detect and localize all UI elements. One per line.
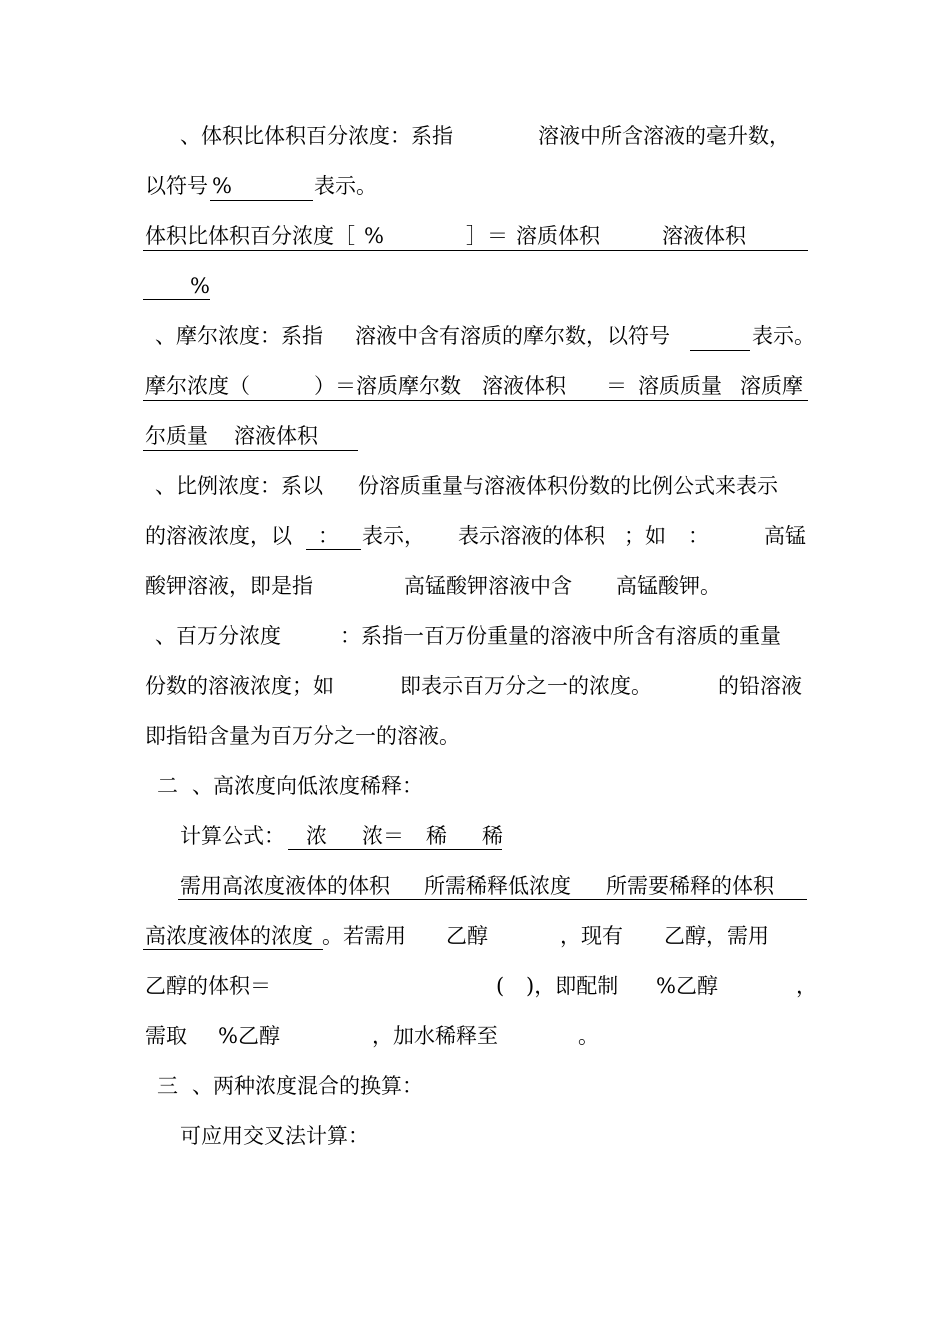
text: ）＝溶质摩尔数 xyxy=(314,374,461,398)
text: 高锰酸钾。 xyxy=(616,574,721,598)
text: 乙醇，需用 xyxy=(664,924,769,948)
formula-underline xyxy=(143,299,210,300)
s5-formula xyxy=(0,816,950,856)
text: 体积比体积百分浓度［ xyxy=(145,224,355,248)
text: 溶液体积 xyxy=(662,224,746,248)
formula-underline xyxy=(143,250,808,251)
section-number: 三 xyxy=(157,1074,178,1098)
text: 。若需用 xyxy=(322,924,406,948)
s6-heading xyxy=(0,1066,950,1106)
s5-ex2 xyxy=(0,966,950,1006)
text: 溶液体积 xyxy=(482,374,566,398)
s5-expl xyxy=(0,866,950,906)
text: ， xyxy=(796,974,817,998)
text: 需用高浓度液体的体积 xyxy=(180,874,390,898)
formula-underline xyxy=(143,450,358,451)
text: 溶液中所含溶液的毫升数， xyxy=(538,124,790,148)
s4-line2 xyxy=(0,666,950,706)
text: ： xyxy=(318,524,339,548)
text: 稀 xyxy=(426,824,447,848)
text: 尔质量 xyxy=(145,424,208,448)
text: 、百万分浓度 xyxy=(155,624,281,648)
text: 所需要稀释的体积 xyxy=(606,874,774,898)
text: 稀 xyxy=(482,824,503,848)
text: 即指铅含量为百万分之一的溶液。 xyxy=(145,724,460,748)
text: 计算公式： xyxy=(180,824,285,848)
text: 所需稀释低浓度 xyxy=(424,874,571,898)
text: 、体积比体积百分浓度：系指 xyxy=(180,124,453,148)
blank-underline xyxy=(210,200,313,201)
text: ，现有 xyxy=(560,924,623,948)
text: 溶液中含有溶质的摩尔数，以符号 xyxy=(355,324,670,348)
s5-ex3 xyxy=(0,1016,950,1056)
text: 摩尔浓度（ xyxy=(145,374,250,398)
text: 份数的溶液浓度；如 xyxy=(145,674,334,698)
text: ，加水稀释至 xyxy=(372,1024,498,1048)
formula-underline xyxy=(288,849,502,850)
blank-underline xyxy=(306,549,361,550)
s3-line3 xyxy=(0,566,950,606)
text: ( xyxy=(496,974,505,998)
text: 表示溶液的体积 xyxy=(458,524,605,548)
s5-ex1 xyxy=(0,916,950,956)
text: 高浓度液体的浓度 xyxy=(145,924,313,948)
text: 乙醇的体积＝ xyxy=(145,974,271,998)
text: % xyxy=(212,174,232,198)
text: % xyxy=(364,224,384,248)
text: 表示。 xyxy=(752,324,815,348)
blank-underline xyxy=(690,350,750,351)
text: 乙醇 xyxy=(446,924,488,948)
text: 以符号 xyxy=(145,174,208,198)
text: %乙醇 xyxy=(218,1024,280,1048)
s3-line1 xyxy=(0,466,950,506)
text: 浓 xyxy=(306,824,327,848)
text: 溶液体积 xyxy=(234,424,318,448)
text: 份溶质重量与溶液体积份数的比例公式来表示 xyxy=(358,474,778,498)
formula-underline xyxy=(178,899,807,900)
text: )，即配制 xyxy=(526,974,619,998)
s1-line2 xyxy=(0,166,950,206)
section-number: 二 xyxy=(157,774,178,798)
s2-line1 xyxy=(0,316,950,356)
text: 的铅溶液 xyxy=(718,674,802,698)
text: ： xyxy=(688,524,709,548)
text: % xyxy=(190,274,210,298)
text: 溶质摩 xyxy=(740,374,803,398)
text: 可应用交叉法计算： xyxy=(180,1124,369,1148)
s4-line1 xyxy=(0,616,950,656)
s3-line2 xyxy=(0,516,950,556)
text: 的溶液浓度，以 xyxy=(145,524,292,548)
text: 浓＝ xyxy=(362,824,404,848)
text: 、比例浓度：系以 xyxy=(155,474,323,498)
text: %乙醇 xyxy=(656,974,718,998)
text: ］＝ xyxy=(466,224,508,248)
formula-underline xyxy=(143,400,808,401)
text: ＝ xyxy=(606,374,627,398)
text: 表示， xyxy=(362,524,425,548)
text: ；如 xyxy=(624,524,666,548)
section-title: 、高浓度向低浓度稀释： xyxy=(192,774,423,798)
text: 溶质质量 xyxy=(638,374,722,398)
s1-line4 xyxy=(0,266,950,306)
formula-underline xyxy=(143,949,323,950)
s4-line3 xyxy=(0,716,950,756)
s1-line1 xyxy=(0,116,950,156)
text: 、摩尔浓度：系指 xyxy=(155,324,323,348)
text: 酸钾溶液，即是指 xyxy=(145,574,313,598)
text: 即表示百万分之一的浓度。 xyxy=(400,674,652,698)
text: 高锰酸钾溶液中含 xyxy=(404,574,572,598)
s5-heading xyxy=(0,766,950,806)
text: 。 xyxy=(578,1024,599,1048)
text: 表示。 xyxy=(314,174,377,198)
text: 需取 xyxy=(145,1024,187,1048)
text: 高锰 xyxy=(764,524,806,548)
section-title: 、两种浓度混合的换算： xyxy=(192,1074,423,1098)
s6-sub xyxy=(0,1116,950,1156)
text: ：系指一百万份重量的溶液中所含有溶质的重量 xyxy=(340,624,781,648)
text: 溶质体积 xyxy=(516,224,600,248)
